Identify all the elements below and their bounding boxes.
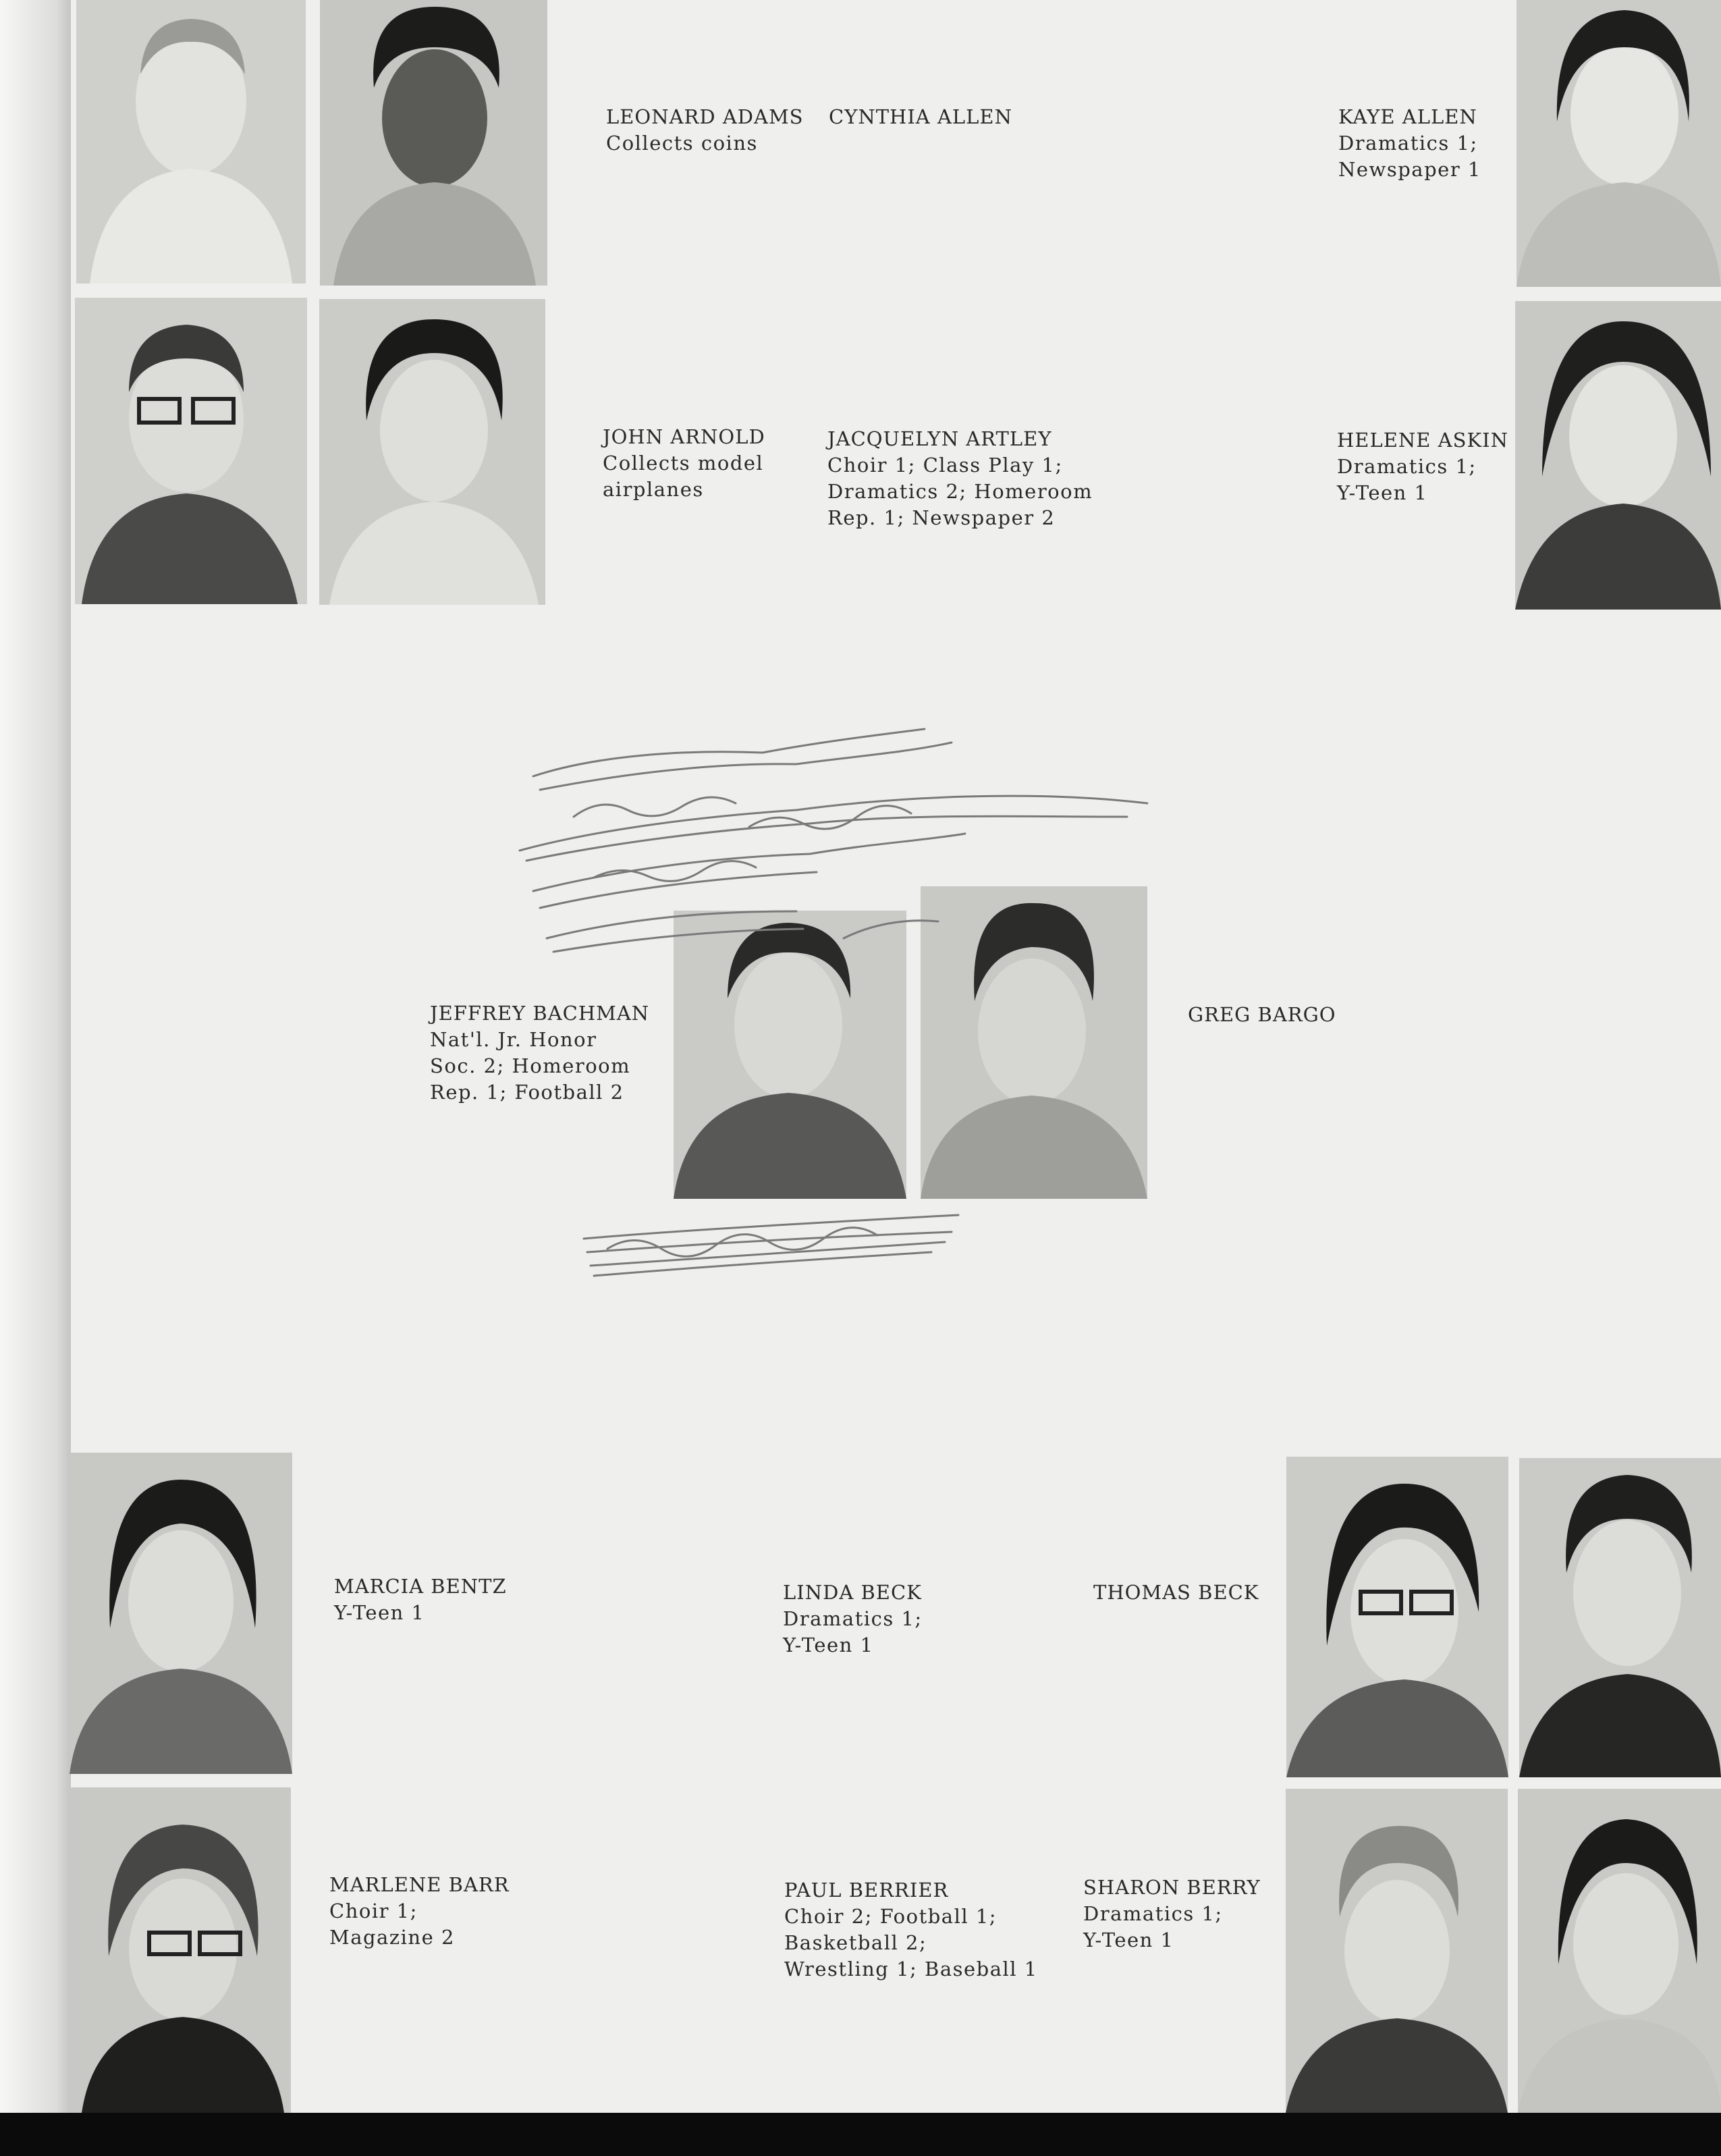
portrait-sharon-berry [1518, 1789, 1721, 2113]
student-name: HELENE ASKIN [1337, 429, 1508, 452]
caption-kaye-allen [1338, 104, 1481, 183]
student-activity: Collects model [603, 452, 764, 475]
caption-thomas-beck [1093, 1580, 1259, 1606]
student-activity: Choir 1; Class Play 1; [827, 454, 1063, 477]
portrait-thomas-beck [1519, 1458, 1721, 1777]
student-activity: Basketball 2; [784, 1931, 927, 1954]
caption-leonard-adams [606, 104, 804, 157]
caption-marcia-bentz [334, 1573, 507, 1626]
student-activity: Dramatics 1; [1337, 455, 1477, 478]
portrait-cynthia-allen [320, 0, 547, 286]
student-activity: Y-Teen 1 [783, 1634, 874, 1656]
student-activity: Collects coins [606, 132, 758, 155]
portrait-marlene-barr [68, 1787, 291, 2113]
student-name: JOHN ARNOLD [603, 425, 765, 448]
page-binding-edge [0, 0, 71, 2113]
pencil-scribble-lower [580, 1212, 965, 1279]
portrait-leonard-adams [76, 0, 306, 284]
caption-john-arnold [603, 424, 765, 503]
student-activity: Dramatics 1; [1338, 132, 1478, 155]
student-activity: airplanes [603, 478, 704, 501]
student-activity: Choir 2; Football 1; [784, 1905, 998, 1928]
student-name: LINDA BECK [783, 1581, 922, 1604]
portrait-kaye-allen [1517, 0, 1721, 287]
student-name: SHARON BERRY [1083, 1876, 1261, 1899]
student-activity: Dramatics 1; [1083, 1902, 1223, 1925]
portrait-jacquelyn-artley [319, 299, 545, 605]
student-activity: Rep. 1; Newspaper 2 [827, 506, 1056, 529]
student-activity: Y-Teen 1 [334, 1601, 425, 1624]
student-name: JACQUELYN ARTLEY [827, 427, 1052, 450]
student-activity: Nat'l. Jr. Honor [430, 1028, 597, 1051]
student-name: PAUL BERRIER [784, 1879, 949, 1902]
student-activity: Choir 1; [329, 1899, 418, 1922]
portrait-helene-askin [1515, 301, 1721, 610]
student-name: GREG BARGO [1188, 1003, 1336, 1026]
student-activity: Y-Teen 1 [1337, 481, 1428, 504]
caption-linda-beck [783, 1580, 923, 1659]
caption-paul-berrier [784, 1877, 1038, 1983]
student-activity: Newspaper 1 [1338, 158, 1481, 181]
caption-jeffrey-bachman [430, 1000, 649, 1106]
portrait-john-arnold [75, 298, 307, 604]
student-activity: Dramatics 2; Homeroom [827, 480, 1093, 503]
caption-helene-askin [1337, 427, 1508, 506]
student-activity: Soc. 2; Homeroom [430, 1054, 631, 1077]
student-activity: Magazine 2 [329, 1926, 455, 1949]
caption-jacquelyn-artley [827, 426, 1093, 531]
student-activity: Wrestling 1; Baseball 1 [784, 1958, 1038, 1980]
student-name: MARCIA BENTZ [334, 1575, 507, 1598]
student-name: KAYE ALLEN [1338, 105, 1477, 128]
caption-cynthia-allen [829, 104, 1012, 130]
portrait-marcia-bentz [70, 1453, 292, 1774]
student-activity: Y-Teen 1 [1083, 1929, 1174, 1951]
caption-marlene-barr [329, 1872, 510, 1951]
portrait-linda-beck [1286, 1457, 1508, 1777]
student-name: MARLENE BARR [329, 1873, 510, 1896]
student-name: LEONARD ADAMS [606, 105, 804, 128]
caption-greg-bargo [1188, 1002, 1336, 1028]
student-name: JEFFREY BACHMAN [430, 1002, 650, 1025]
pencil-scribble-upper [493, 716, 1154, 972]
student-activity: Dramatics 1; [783, 1607, 923, 1630]
caption-sharon-berry [1083, 1875, 1261, 1953]
student-activity: Rep. 1; Football 2 [430, 1081, 624, 1104]
student-name: THOMAS BECK [1093, 1581, 1259, 1604]
portrait-paul-berrier [1286, 1789, 1508, 2113]
scan-bottom-border [0, 2113, 1721, 2156]
student-name: CYNTHIA ALLEN [829, 105, 1012, 128]
